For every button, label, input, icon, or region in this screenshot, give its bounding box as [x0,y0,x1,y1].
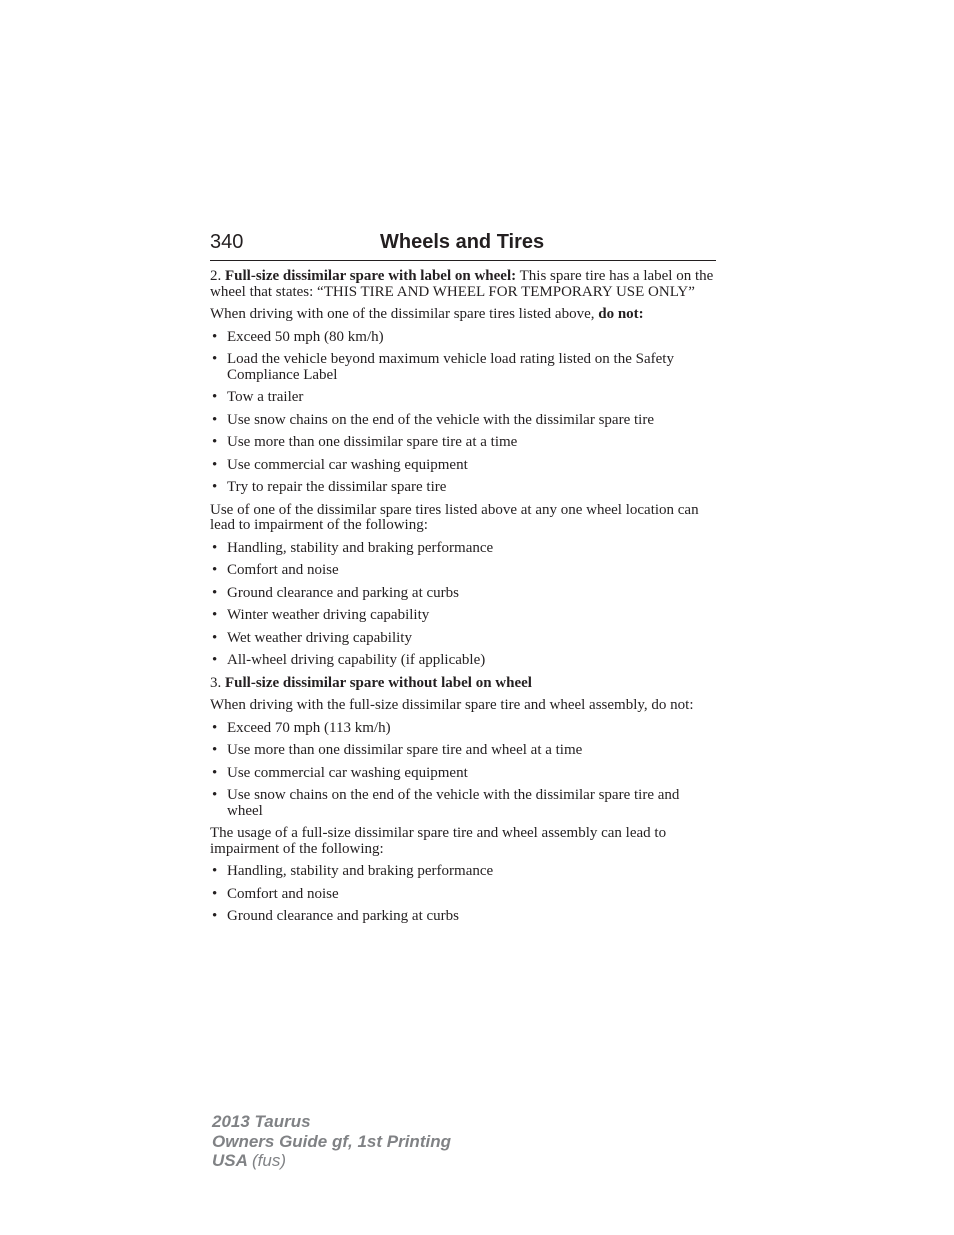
list-item [210,541,716,557]
footer-region-code: (fus) [252,1151,286,1170]
bullet-icon: • [212,764,218,781]
footer-line-3 [212,1151,451,1171]
list-item [210,909,716,925]
list-item-text: Ground clearance and parking at curbs [227,908,459,924]
page-header [210,228,716,261]
list-item-text: Comfort and noise [227,885,339,902]
list-item [210,435,716,451]
list-item [210,586,716,602]
list-item-text: Exceed 50 mph (80 km/h) [227,328,384,345]
usage-intro: The usage of a full-size dissimilar spare tire and wheel assembly can lead to impairment of the following: [210,825,667,857]
bullet-icon: • [212,787,218,803]
list-item [210,480,716,496]
list-item [210,608,716,624]
item-3-list [210,721,716,820]
list-item-text: Use snow chains on the end of the vehicle with the dissimilar spare tire [227,411,654,428]
bullet-icon: • [212,434,218,450]
bullet-icon: • [212,719,218,736]
page-footer [212,1112,451,1171]
list-item-text: Wet weather driving capability [227,629,412,646]
list-item-text: Ground clearance and parking at curbs [227,584,459,601]
list-item-text: Tow a trailer [227,389,304,405]
bullet-icon: • [212,411,218,428]
page-content [210,269,716,932]
list-item [210,330,716,346]
list-item-text: Use commercial car washing equipment [227,764,468,781]
list-item-text: Handling, stability and braking performance [227,863,494,879]
item-3-number: 3. [210,674,222,691]
item-3-heading: Full-size dissimilar spare without label on wheel [225,674,532,691]
footer-line-1: 2013 Taurus [212,1112,311,1131]
bullet-icon: • [212,389,218,405]
list-item [210,864,716,880]
bullet-icon: • [212,885,218,902]
list-item [210,887,716,903]
bullet-icon: • [212,584,218,601]
do-not-intro-bold: do not: [598,306,644,322]
footer-region: USA [212,1151,248,1170]
list-item-text: Winter weather driving capability [227,607,430,623]
impairment-intro: Use of one of the dissimilar spare tires listed above at any one wheel location can lead to impairment of the following: [210,501,699,533]
item-2-number: 2. [210,268,222,284]
list-item [210,631,716,647]
bullet-icon: • [212,351,218,367]
footer-line-2: Owners Guide gf, 1st Printing [212,1131,451,1151]
bullet-icon: • [212,539,218,556]
list-item-text: Comfort and noise [227,562,339,578]
bullet-icon: • [212,328,218,345]
bullet-icon: • [212,607,218,623]
item-2-heading: Full-size dissimilar spare with label on wheel: [225,268,517,284]
list-item-text: Use snow chains on the end of the vehicle with the dissimilar spare tire and wheel [227,787,680,819]
list-item [210,563,716,579]
bullet-icon: • [212,742,218,758]
list-item-text: Use more than one dissimilar spare tire at a time [227,434,518,450]
list-item [210,721,716,737]
do-not-list [210,330,716,496]
section-title: Wheels and Tires [380,231,545,253]
item-2-text: This spare tire has a label on the wheel that states: “THIS TIRE AND WHEEL FOR TEMPORARY USE ONLY” [210,268,714,300]
page-number: 340 [210,231,244,253]
impairment-list [210,541,716,669]
bullet-icon: • [212,863,218,879]
list-item [210,766,716,782]
item-2-paragraph [210,269,716,300]
do-not-intro-text: When driving with one of the dissimilar spare tires listed above, [210,306,595,322]
list-item [210,458,716,474]
list-item-text: Load the vehicle beyond maximum vehicle load rating listed on the Safety Compliance Label [227,351,674,383]
list-item-text: Try to repair the dissimilar spare tire [227,479,447,495]
list-item-text: Handling, stability and braking performance [227,539,494,556]
do-not-intro [210,307,716,323]
bullet-icon: • [212,629,218,646]
usage-list [210,864,716,925]
list-item-text: Use more than one dissimilar spare tire and wheel at a time [227,742,583,758]
list-item [210,390,716,406]
bullet-icon: • [212,479,218,495]
bullet-icon: • [212,652,218,668]
list-item [210,352,716,383]
bullet-icon: • [212,908,218,924]
bullet-icon: • [212,456,218,473]
list-item [210,653,716,669]
list-item-text: Use commercial car washing equipment [227,456,468,473]
list-item [210,788,716,819]
bullet-icon: • [212,562,218,578]
item-3-intro: When driving with the full-size dissimilar spare tire and wheel assembly, do not: [210,697,694,713]
list-item-text: Exceed 70 mph (113 km/h) [227,719,391,736]
list-item [210,413,716,429]
list-item-text: All-wheel driving capability (if applicable) [227,652,486,668]
item-3-paragraph [210,676,716,692]
list-item [210,743,716,759]
